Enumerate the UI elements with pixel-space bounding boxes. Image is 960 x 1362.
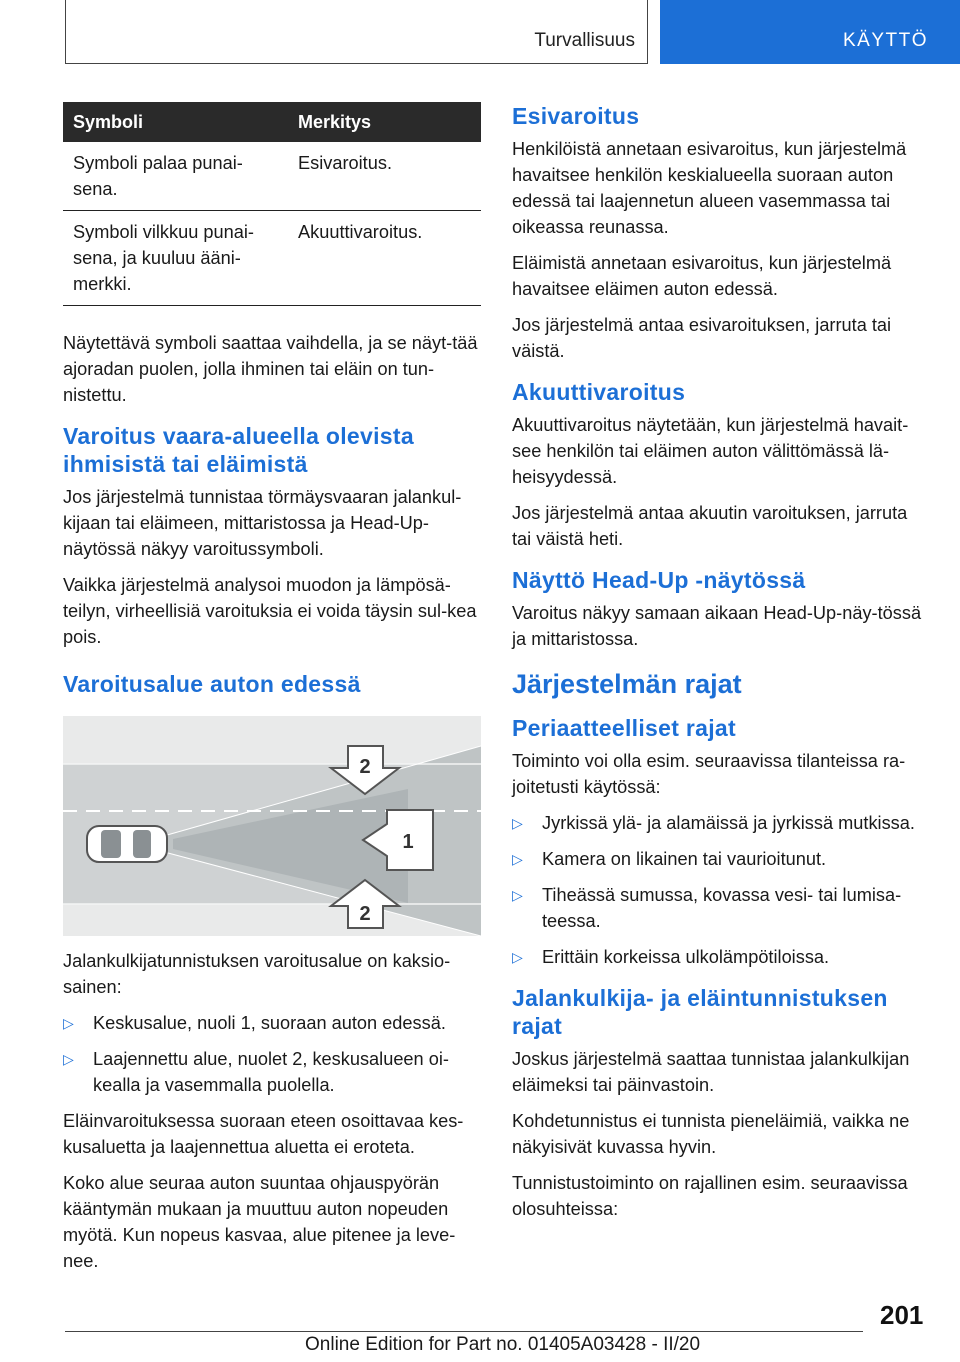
table-cell-symbol: Symboli vilkkuu punai-sena, ja kuuluu ääni-merkki. <box>63 211 288 306</box>
list-item-text: Keskusalue, nuoli 1, suoraan auton edessä. <box>93 1013 446 1033</box>
list-item <box>512 882 927 934</box>
table-row <box>63 211 481 306</box>
list-item-text: Erittäin korkeissa ulkolämpötiloissa. <box>542 947 830 967</box>
footer-edition: Online Edition for Part no. 01405A03428 - II/20 <box>305 1334 701 1355</box>
bullet-triangle-icon: ▷ <box>512 887 523 903</box>
list-item-text: Tiheässä sumussa, kovassa vesi- tai lumisa-teessa. <box>542 885 902 931</box>
left-column <box>63 102 481 1284</box>
page-number: 201 <box>880 1300 924 1330</box>
warning-area-diagram <box>63 716 481 936</box>
arrow-label-2: 2 <box>359 903 371 925</box>
heading-head-up-display: Näyttö Head-Up -näytössä <box>512 567 806 593</box>
bullet-triangle-icon: ▷ <box>512 851 523 867</box>
header-chapter-title: KÄYTTÖ <box>842 30 928 51</box>
symbol-table <box>63 102 481 306</box>
paragraph: Jos järjestelmä antaa akuutin varoituksen, jarruta tai väistä heti. <box>512 503 908 549</box>
heading-recognition-limits: Jalankulkija- ja eläintunnistuksen rajat <box>512 985 888 1039</box>
paragraph: Tunnistustoiminto on rajallinen esim. seuraavissa olosuhteissa: <box>512 1173 908 1219</box>
paragraph: Joskus järjestelmä saattaa tunnistaa jalankulkijan eläimeksi tai päinvastoin. <box>512 1049 910 1095</box>
list-item <box>512 810 927 836</box>
paragraph: Jos järjestelmä tunnistaa törmäysvaaran jalankul-kijaan tai eläimeen, mittaristossa ja Head-Up-näytössä näkyy varoitussymboli. <box>63 487 462 559</box>
list-item-text: Jyrkissä ylä- ja alamäissä ja jyrkissä mutkissa. <box>542 813 915 833</box>
paragraph: Kohdetunnistus ei tunnista pieneläimiä, vaikka ne näkyisivät kuvassa hyvin. <box>512 1111 910 1157</box>
paragraph: Näytettävä symboli saattaa vaihdella, ja se näyt-tää ajoradan puolen, jolla ihminen tai eläin on tun-nistettu. <box>63 333 478 405</box>
paragraph: Eläimistä annetaan esivaroitus, kun järjestelmä havaitsee eläimen auton edessä. <box>512 253 892 299</box>
bullet-triangle-icon: ▷ <box>512 949 523 965</box>
list-item <box>63 1046 481 1098</box>
paragraph: Vaikka järjestelmä analysoi muodon ja lämpösä-teilyn, virheellisiä varoituksia ei voida täysin sul-kea pois. <box>63 575 477 647</box>
table-cell-meaning: Akuuttivaroitus. <box>288 211 481 306</box>
list-item-text: Kamera on likainen tai vaurioitunut. <box>542 849 827 869</box>
arrow-label-2: 2 <box>359 756 371 778</box>
bullet-triangle-icon: ▷ <box>63 1015 74 1031</box>
heading-acute-warning: Akuuttivaroitus <box>512 379 686 405</box>
arrow-label-1: 1 <box>402 831 414 853</box>
list-item-text: Laajennettu alue, nuolet 2, keskusalueen oi-kealla ja vasemmalla puolella. <box>93 1049 449 1095</box>
heading-pre-warning: Esivaroitus <box>512 103 640 129</box>
paragraph: Henkilöistä annetaan esivaroitus, kun järjestelmä havaitsee henkilön keskialueella suoraan auton edessä tai laajennetun alueen vasemmassa tai oikeassa reunassa. <box>512 139 907 237</box>
bullet-triangle-icon: ▷ <box>512 815 523 831</box>
list-item <box>512 846 927 872</box>
heading-warning-danger-zone: Varoitus vaara-alueella olevista ihmisistä tai eläimistä <box>63 423 414 477</box>
paragraph: Varoitus näkyy samaan aikaan Head-Up-näy-tössä ja mittaristossa. <box>512 603 922 649</box>
area-list <box>63 1010 481 1098</box>
header-chapter-tab <box>660 0 960 64</box>
car-icon <box>87 826 167 862</box>
heading-system-limits: Järjestelmän rajat <box>512 669 742 699</box>
paragraph: Toiminto voi olla esim. seuraavissa tilanteissa ra-joitetusti käytössä: <box>512 751 906 797</box>
right-column <box>512 102 927 1232</box>
paragraph: Jos järjestelmä antaa esivaroituksen, jarruta tai väistä. <box>512 315 892 361</box>
bullet-triangle-icon: ▷ <box>63 1051 74 1067</box>
paragraph: Jalankulkijatunnistuksen varoitusalue on kaksio-sainen: <box>63 951 451 997</box>
list-item <box>63 1010 481 1036</box>
table-header-symbol: Symboli <box>63 102 288 142</box>
limits-list <box>512 810 927 970</box>
footer-divider <box>65 1331 863 1332</box>
table-header-meaning: Merkitys <box>288 102 481 142</box>
paragraph: Eläinvaroituksessa suoraan eteen osoittavaa kes-kusaluetta ja laajennettua aluetta ei eroteta. <box>63 1111 464 1157</box>
table-cell-meaning: Esivaroitus. <box>288 142 481 211</box>
paragraph: Akuuttivaroitus näytetään, kun järjestelmä havait-see henkilön tai eläimen auton välittömässä lä-heisyydessä. <box>512 415 909 487</box>
heading-warning-area: Varoitusalue auton edessä <box>63 671 361 697</box>
paragraph: Koko alue seuraa auton suuntaa ohjauspyörän kääntymän mukaan ja muuttuu auton nopeuden myötä. Kun nopeus kasvaa, alue pitenee ja leve-nee. <box>63 1173 456 1271</box>
header-section-box <box>65 0 648 64</box>
header-section-title: Turvallisuus <box>534 30 635 51</box>
table-row <box>63 142 481 211</box>
list-item <box>512 944 927 970</box>
table-cell-symbol: Symboli palaa punai-sena. <box>63 142 288 211</box>
heading-basic-limits: Periaatteelliset rajat <box>512 715 736 741</box>
